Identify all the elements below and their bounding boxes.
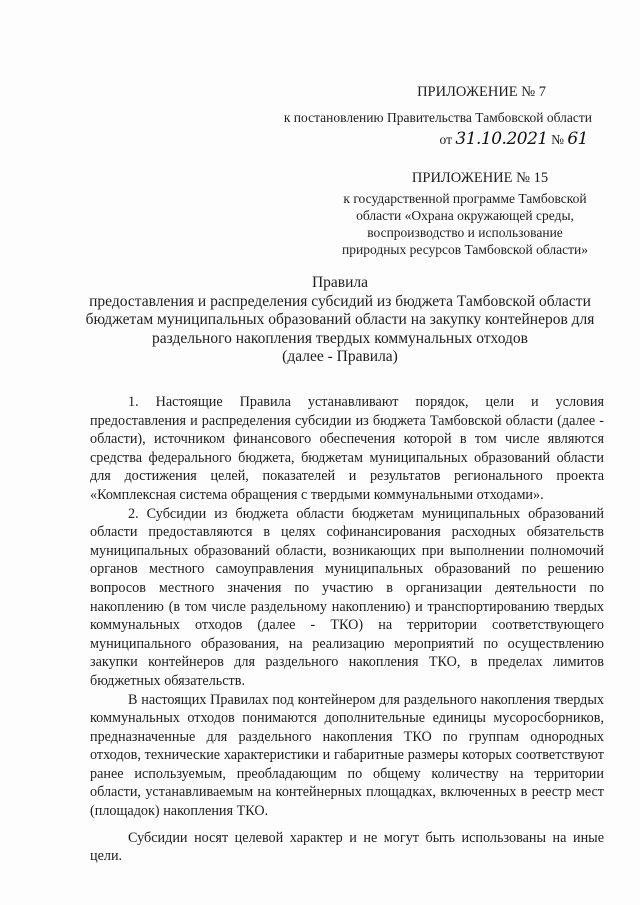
appendix-7-title: ПРИЛОЖЕНИЕ № 7: [417, 84, 546, 100]
document-body: [90, 393, 604, 866]
handwritten-date: 31.10.2021: [455, 129, 548, 149]
appendix-7-date-line: [284, 131, 588, 148]
appendix-15-line: области «Охрана окружающей среды,: [356, 208, 574, 223]
appendix-15-block: [340, 170, 590, 258]
heading-line: (далее - Правила): [282, 348, 398, 365]
document-heading: [60, 274, 620, 367]
appendix-15-line: воспроизводство и использование: [367, 225, 563, 240]
heading-line: бюджетам муниципальных образований области на закупку контейнеров для: [85, 311, 595, 328]
date-prefix: от: [439, 132, 452, 147]
appendix-15-line: к государственной программе Тамбовской: [343, 191, 587, 206]
heading-line: раздельного накопления твердых коммунальных отходов: [152, 329, 528, 347]
heading-line: предоставления и распределения субсидий из бюджета Тамбовской области: [89, 292, 591, 310]
number-sign: №: [551, 132, 564, 147]
appendix-7-resolution: к постановлению Правительства Тамбовской области: [283, 110, 592, 125]
paragraph-2: 2. Субсидии из бюджета области бюджетам муниципальных образований области предоставляются в целях софинансирования расходных обязательств муниципальных образований области, возникающих при выполнении полномочий органов местного самоуправления муниципальных образований по решению вопросов местного значения по участию в организации деятельности по накоплению (в том числе раздельному накоплению) и транспортированию твердых коммунальных отходов (далее - ТКО) на территории соответствующего муниципального образования, на реализацию мероприятий по осуществлению закупки контейнеров для раздельного накопления ТКО, в пределах лимитов бюджетных обязательств.: [90, 505, 604, 689]
paragraph-1: 1. Настоящие Правила устанавливают порядок, цели и условия предоставления и распределения субсидии из бюджета Тамбовской области (далее - области), источником финансового обеспечения которой в том числе являются средства федерального бюджета, бюджетам муниципальных образований области для достижения целей, показателей и результатов регионального проекта «Комплексная система обращения с твердыми коммунальными отходами».: [90, 394, 604, 503]
paragraph-4: Субсидии носят целевой характер и не могут быть использованы на иные цели.: [90, 829, 604, 865]
paragraph-3: В настоящих Правилах под контейнером для раздельного накопления твердых коммунальных отходов понимаются дополнительные единицы мусоросборников, предназначенные для раздельного накопления ТКО по группам однородных отходов, технические характеристики и габаритные размеры которых соответствуют ранее используемым, преобладающим по общему количеству на территории области, устанавливаемым на контейнерных площадках, включенных в реестр мест (площадок) накопления ТКО.: [90, 691, 604, 820]
appendix-15-line: природных ресурсов Тамбовской области»: [342, 242, 588, 257]
handwritten-number: 61: [567, 129, 588, 149]
heading-title: Правила: [311, 274, 369, 291]
appendix-15-title: ПРИЛОЖЕНИЕ № 15: [411, 170, 549, 186]
appendix-7-block: [284, 84, 592, 148]
